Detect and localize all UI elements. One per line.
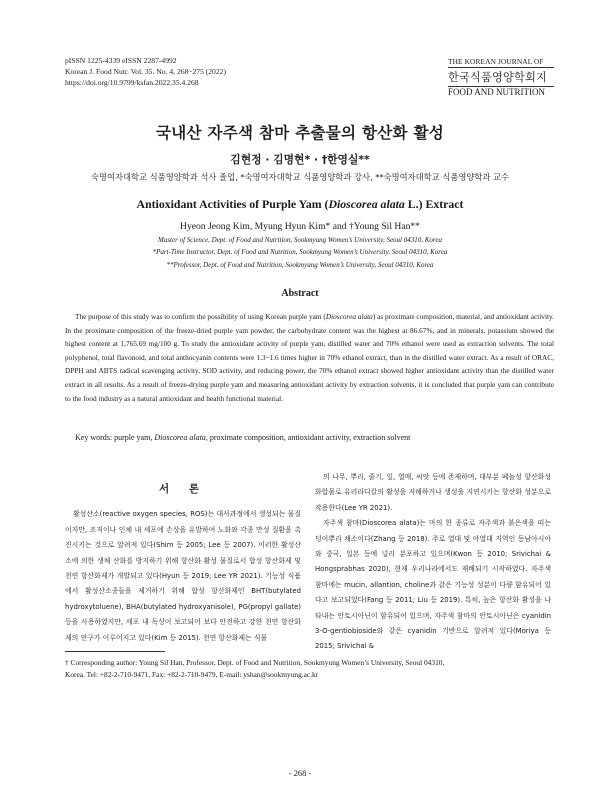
citation-line: Korean J. Food Nutr. Vol. 35. No. 4, 268~275 (2022) [65, 66, 226, 76]
keywords-species: Dioscorea alata [154, 433, 206, 442]
affiliation-english-2: *Part-Time Instructor, Dept. of Food and Nutrition, Sookmyung Women’s University, Seoul 04310, Korea [152, 248, 448, 256]
keywords [75, 433, 410, 442]
left-column [65, 470, 301, 646]
abstract-body [65, 310, 554, 405]
affiliation-english-1: Master of Science, Dept. of Food and Nutrition, Sookmyung Women’s University, Seoul 04310, Korea [158, 236, 442, 244]
intro-paragraph-1: 활성산소(reactive oxygen species, ROS)는 대사과정에서 생성되는 물질이지만, 조직이나 인체 내 세포에 손상을 유발하여 노화와 각종 만성 질환을 촉진시키는 것으로 알려져 있다(Shim 등 2005; Lee 등 2007). 이러한 활성산소에 의한 생체 산화를 방지하기 위해 항산화 활성 물질로서 합성 항산화제 및 천연 항산화제가 개발되고 있다(Hyun 등 2019; Lee YR 2021). 기능성 식품에서 활성산소종들을 제거하기 위해 합성 항산화제인 BHT(butylated hydroxytoluene), BHA(butylated hydroxyanisole), PG(propyl gallate) 등을 사용하였지만, 세포 내 독성이 보고되어 보다 안전하고 강한 천연 항산화제의 연구가 이루어지고 있다(Kim 등 2015). 천연 항산화제는 식물 [65, 510, 301, 642]
title-korean: 국내산 자주색 참마 추출물의 항산화 활성 [155, 124, 445, 142]
affiliation-english-3: **Professor, Dept. of Food and Nutrition, Sookmyung Women’s University, Seoul 04310, Korea [166, 261, 434, 269]
abstract-heading: Abstract [281, 288, 319, 299]
corresponding-author-footnote [65, 657, 554, 681]
title-english-pre: Antioxidant Activities of Purple Yam ( [136, 197, 329, 211]
section-heading-introduction: 서 론 [159, 483, 207, 495]
intro-paragraph-2: 의 나무, 뿌리, 줄기, 잎, 열매, 씨앗 등에 존재하며, 대부분 페놀성 항산화성 화합물로 유리라디칼의 활성을 저해하거나 생성을 지연시키는 항산화 성분으로 작용한다(Lee YR 2021). [315, 473, 551, 512]
title-english-post: L.) Extract [404, 197, 464, 211]
abstract-text-1: The purpose of this study was to confirm the possibility of using Korean purple yam ( [75, 312, 326, 321]
journal-name-en-bottom: FOOD AND NUTRITION [448, 86, 554, 97]
keywords-post: , proximate composition, antioxidant activity, extraction solvent [205, 433, 411, 442]
title-english-species: Dioscorea alata [328, 197, 405, 211]
abstract-text-2: ) as proximate composition, material, and antioxidant activity. In the proximate composition of the freeze-dried purple yam powder, the carbohydrate content was the highest at 86.67%, and in minerals, potassium showed the highest content at 1,765.69 mg/100 g. To study the antioxidant activity of purple yam, distilled water and 70% ethanol were used as extraction solvents. The total polyphenol, total flavonoid, and total anthocyanin contents were 1.3~1.6 times higher in 70% ethanol extract, than in the distilled water extract. As a result of ORAC, DPPH and ABTS radical scavenging activity, SOD activity, and reducing power, the 70% ethanol extract showed higher antioxidant activity than the distilled water extract in all results. As a result of freeze-drying purple yam and measuring antioxidant activity by extraction solvents, it is concluded that purple yam can contribute to the food industry as a natural antioxidant and health functional material. [65, 312, 554, 403]
issn-block [65, 56, 226, 88]
authors-korean: 김현정 · 김명현* · †한영실** [230, 153, 370, 166]
page-number: - 268 - [288, 768, 312, 778]
footnote-divider [65, 651, 165, 652]
journal-name-kr: 한국식품영양학회지 [448, 71, 548, 84]
intro-paragraph-3: 자주색 참마(Dioscorea alata)는 마의 한 종류로 자주색과 붉은색을 띠는 덩이뿌리 채소이다(Zhang 등 2018). 주로 열대 및 아열대 지역인 동남아시아와 중국, 일본 등에 널리 분포하고 있으며(Kwon 등 2010; Srivichai & Hongsprabhas 2020), 현재 우리나라에서도 재배되기 시작하였다. 자주색 참마에는 mucin, allantion, choline과 같은 기능성 성분이 다량 함유되어 있다고 보고되었다(Fang 등 2011; Liu 등 2019). 특히, 높은 항산화 활성을 나타내는 안토시아닌이 함유되어 있으며, 자주색 참마의 안토시아닌은 cyanidin 3-O-gentiobioside와 같은 cyanidin 기반으로 알려져 있다(Moriya 등 2015; Srivichai & [315, 519, 551, 651]
journal-name-en-top: THE KOREAN JOURNAL OF [448, 57, 554, 68]
authors-english: Hyeon Jeong Kim, Myung Hyun Kim* and †Young Sil Han** [180, 221, 420, 232]
title-english [0, 197, 600, 212]
journal-masthead [448, 57, 554, 97]
keywords-label: Key words: [75, 433, 115, 442]
affiliation-korean: 숙명여자대학교 식품영양학과 석사 졸업, *숙명여자대학교 식품영양학과 강사, **숙명여자대학교 식품영양학과 교수 [90, 172, 510, 182]
footnote-line-2: Korea. Tel: +82-2-710-9471, Fax: +82-2-710-9479, E-mail: yshan@sookmyung.ac.kr [65, 670, 319, 679]
issn-line: pISSN 1225-4339 eISSN 2287-4992 [65, 56, 177, 65]
doi-link[interactable]: https://doi.org/10.9799/ksfan.2022.35.4.268 [65, 77, 199, 87]
right-column [315, 470, 551, 655]
footnote-line-1: † Corresponding author: Young Sil Han, Professor, Dept. of Food and Nutrition, Sookmyung Women’s University, Seoul 04310, [65, 658, 445, 667]
abstract-species: Dioscorea alata [325, 312, 373, 321]
keywords-pre: purple yam, [114, 433, 155, 442]
